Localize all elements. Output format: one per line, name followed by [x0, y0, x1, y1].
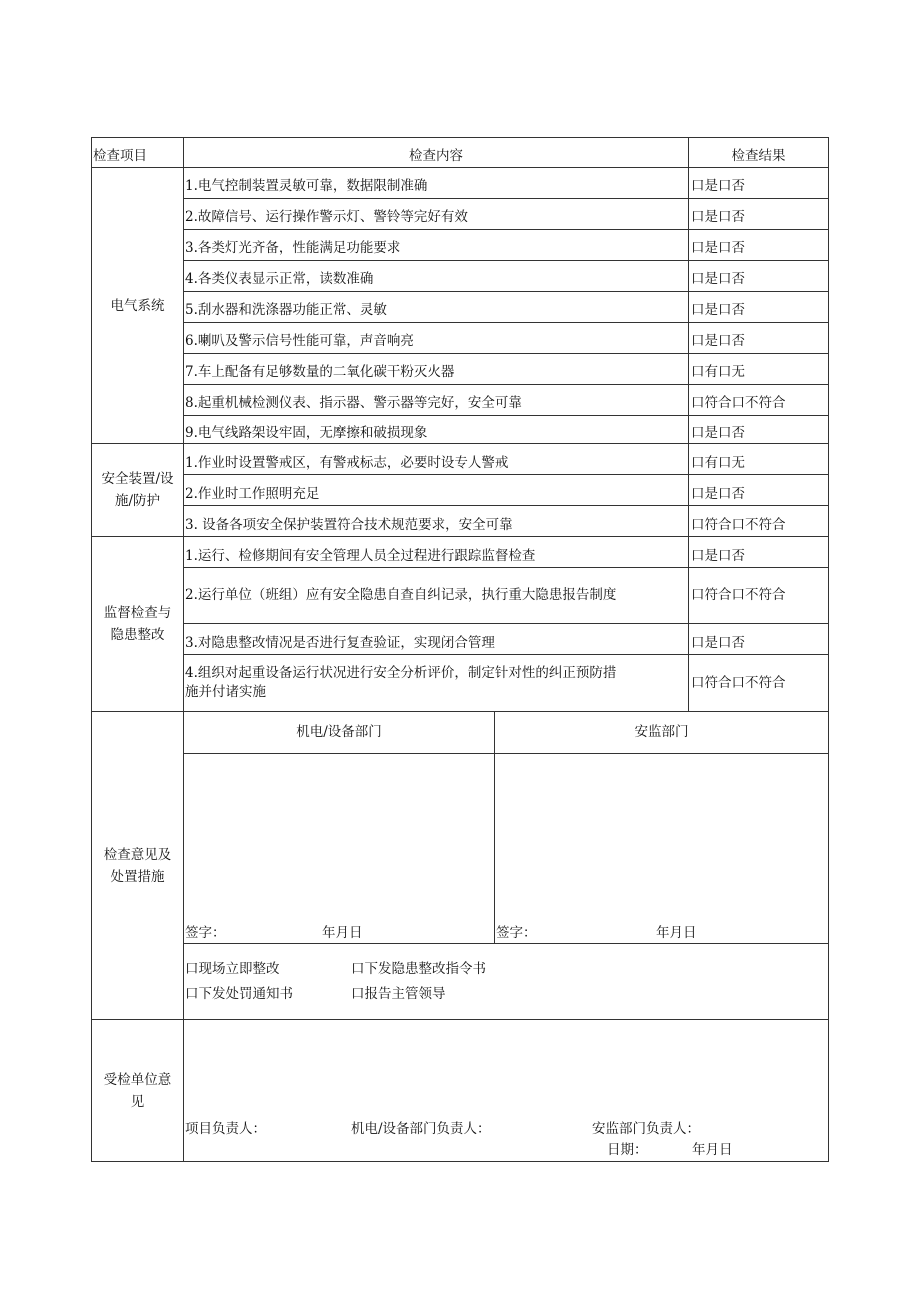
category-label: 隐患整改 [110, 627, 165, 643]
result-checkbox-pair[interactable]: 口是口否 [691, 548, 745, 564]
row-divider [91, 167, 829, 168]
content-text: 3.对隐患整改情况是否进行复查验证，实现闭合管理 [185, 635, 495, 651]
result-checkbox-pair[interactable]: 口符合口不符合 [691, 587, 786, 603]
row-divider [183, 623, 829, 624]
result-checkbox-pair[interactable]: 口是口否 [691, 486, 745, 502]
row-divider [183, 505, 829, 506]
result-checkbox-pair[interactable]: 口有口无 [691, 455, 745, 471]
category-label: 施/防护 [114, 493, 161, 509]
result-checkbox-pair[interactable]: 口是口否 [691, 271, 745, 287]
row-divider [183, 654, 829, 655]
result-checkbox-pair[interactable]: 口是口否 [691, 333, 745, 349]
content-text: 3. 设备各项安全保护装置符合技术规范要求，安全可靠 [185, 517, 513, 533]
header-content: 检查内容 [409, 148, 463, 164]
category-label: 受检单位意 [103, 1071, 172, 1088]
date-prefix-label: 日期： [607, 1142, 648, 1158]
project-lead-label: 项目负责人： [185, 1121, 266, 1137]
option-penalty-notice[interactable]: 口下发处罚通知书 [185, 986, 293, 1002]
result-checkbox-pair[interactable]: 口是口否 [691, 302, 745, 318]
result-checkbox-pair[interactable]: 口是口否 [691, 425, 745, 441]
section-divider [91, 711, 829, 712]
header-item: 检查项目 [93, 148, 147, 164]
content-text: 4.各类仪表显示正常，读数准确 [185, 271, 374, 287]
category-label: 检查意见及 [103, 846, 172, 863]
dept-left-heading: 机电/设备部门 [296, 724, 382, 740]
content-text: 7.车上配备有足够数量的二氧化碳干粉灭火器 [185, 364, 455, 380]
section-divider [91, 536, 829, 537]
category-label: 电气系统 [110, 297, 165, 314]
row-divider [183, 322, 829, 323]
content-text: 8.起重机械检测仪表、指示器、警示器等完好，安全可靠 [185, 395, 522, 411]
result-checkbox-pair[interactable]: 口是口否 [691, 635, 745, 651]
content-text: 6.喇叭及警示信号性能可靠，声音响亮 [185, 333, 414, 349]
header-result: 检查结果 [731, 148, 786, 164]
result-checkbox-pair[interactable]: 口符合口不符合 [691, 675, 786, 691]
content-text: 施并付诸实施 [185, 684, 266, 700]
options-divider [183, 943, 829, 944]
section-divider [91, 443, 829, 444]
content-text: 1.作业时设置警戒区，有警戒标志，必要时设专人警戒 [185, 455, 509, 471]
dept-right-heading: 安监部门 [634, 724, 689, 740]
row-divider [183, 260, 829, 261]
category-supervision [92, 537, 183, 711]
category-label: 监督检查与 [103, 605, 172, 621]
row-divider [183, 474, 829, 475]
content-text: 9.电气线路架设牢固，无摩擦和破损现象 [185, 425, 428, 441]
equipment-lead-label: 机电/设备部门负责人： [351, 1121, 491, 1137]
inspected-opinion-area[interactable] [184, 1020, 828, 1116]
row-divider [183, 384, 829, 385]
result-checkbox-pair[interactable]: 口是口否 [691, 240, 745, 256]
dept-right-opinion-area[interactable] [495, 754, 828, 920]
content-text: 2.作业时工作照明充足 [185, 486, 320, 502]
signature-label: 签字： [496, 925, 537, 941]
category-electrical [92, 168, 183, 443]
col-divider-result [688, 137, 689, 711]
result-checkbox-pair[interactable]: 口是口否 [691, 209, 745, 225]
content-text: 1.电气控制装置灵敏可靠，数据限制准确 [185, 178, 428, 194]
content-text: 2.故障信号、运行操作警示灯、警铃等完好有效 [185, 209, 468, 225]
signature-date-label: 年月日 [656, 925, 697, 941]
row-divider [183, 229, 829, 230]
content-text: 2.运行单位（班组）应有安全隐患自查自纠记录，执行重大隐患报告制度 [185, 587, 617, 603]
row-divider [183, 198, 829, 199]
result-checkbox-pair[interactable]: 口符合口不符合 [691, 395, 786, 411]
safety-lead-label: 安监部门负责人： [592, 1121, 700, 1137]
result-checkbox-pair[interactable]: 口有口无 [691, 364, 745, 380]
content-text: 5.刮水器和洗涤器功能正常、灵敏 [185, 302, 387, 318]
dept-left-opinion-area[interactable] [184, 754, 494, 920]
content-text: 3.各类灯光齐备，性能满足功能要求 [185, 240, 401, 256]
row-divider [183, 291, 829, 292]
option-onsite-rectify[interactable]: 口现场立即整改 [185, 961, 280, 977]
row-divider [183, 415, 829, 416]
category-label: 处置措施 [110, 868, 165, 885]
row-divider [183, 353, 829, 354]
content-text: 4.组织对起重设备运行状况进行安全分析评价，制定针对性的纠正预防措 [185, 665, 617, 681]
option-report-leader[interactable]: 口报告主管领导 [351, 986, 446, 1002]
category-safety [92, 444, 183, 536]
category-label: 见 [130, 1093, 145, 1110]
signature-label: 签字： [185, 925, 226, 941]
signature-date-label: 年月日 [322, 925, 363, 941]
category-inspected-unit [92, 1020, 183, 1161]
row-divider [183, 567, 829, 568]
option-issue-rectify-order[interactable]: 口下发隐患整改指令书 [351, 961, 486, 977]
table-border-bottom [91, 1161, 829, 1162]
result-checkbox-pair[interactable]: 口是口否 [691, 178, 745, 194]
result-checkbox-pair[interactable]: 口符合口不符合 [691, 517, 786, 533]
category-opinion [92, 712, 183, 1019]
content-text: 1.运行、检修期间有安全管理人员全过程进行跟踪监督检查 [185, 548, 536, 564]
table-border-top [91, 137, 829, 138]
category-label: 安全装置/设 [101, 471, 174, 487]
date-suffix-label: 年月日 [692, 1142, 733, 1158]
